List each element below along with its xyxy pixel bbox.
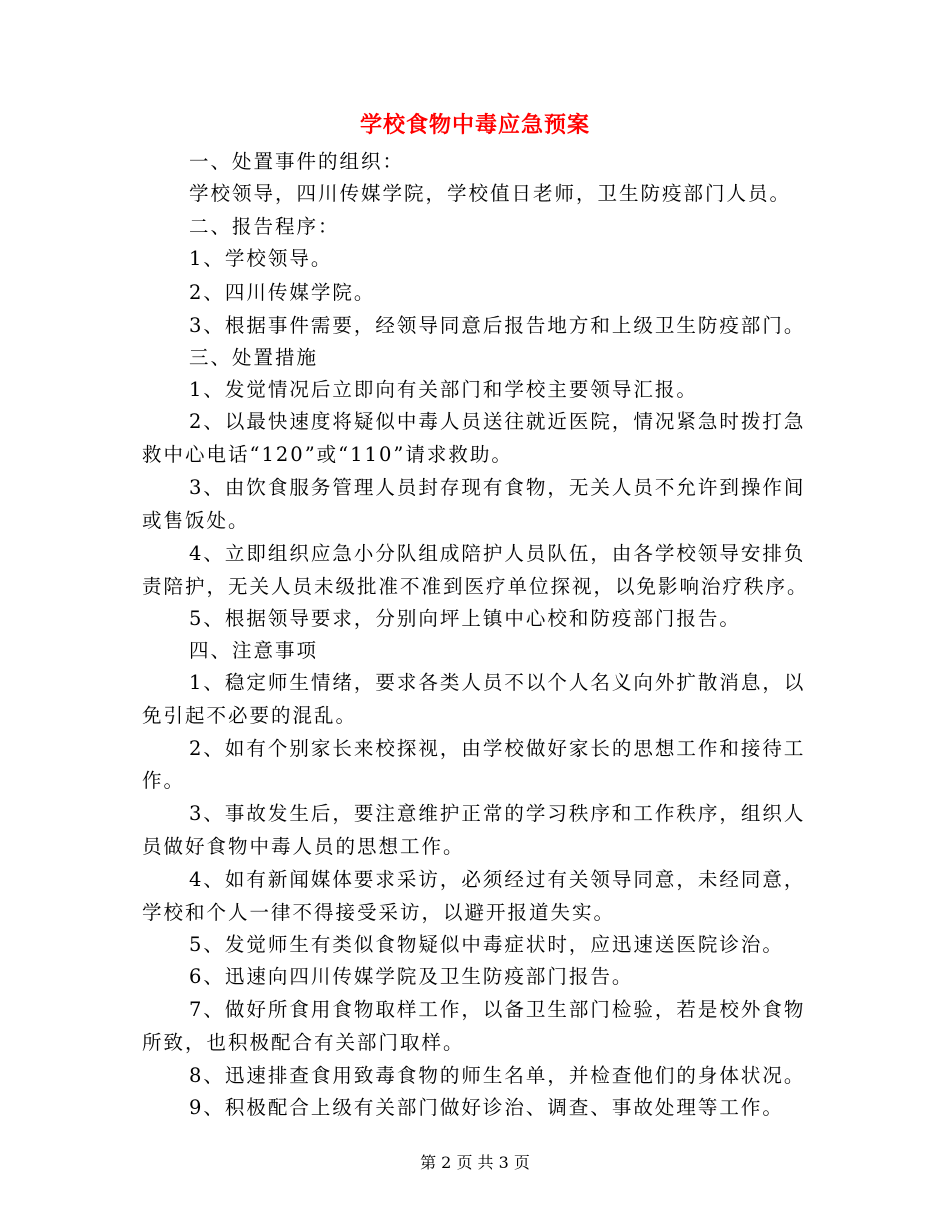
paragraph-line: 4、立即组织应急小分队组成陪护人员队伍，由各学校领导安排负 — [189, 542, 806, 565]
paragraph-line: 作。 — [142, 769, 186, 792]
paragraph-line: 学校领导，四川传媒学院，学校值日老师，卫生防疫部门人员。 — [189, 182, 792, 205]
paragraph-line: 4、如有新闻媒体要求采访，必须经过有关领导同意，未经同意， — [189, 868, 806, 891]
paragraph-line: 2、四川传媒学院。 — [189, 281, 376, 304]
paragraph-line: 3、根据事件需要，经领导同意后报告地方和上级卫生防疫部门。 — [189, 314, 806, 337]
document-title: 学校食物中毒应急预案 — [359, 112, 590, 138]
section-heading: 二、报告程序： — [189, 215, 340, 238]
paragraph-line: 3、事故发生后，要注意维护正常的学习秩序和工作秩序，组织人 — [189, 802, 806, 825]
section-heading: 三、处置措施 — [189, 346, 319, 369]
paragraph-line: 免引起不必要的混乱。 — [142, 704, 358, 727]
paragraph-line: 6、迅速向四川传媒学院及卫生防疫部门报告。 — [189, 965, 634, 988]
paragraph-line: 2、如有个别家长来校探视，由学校做好家长的思想工作和接待工 — [189, 737, 806, 760]
paragraph-line: 8、迅速排查食用致毒食物的师生名单，并检查他们的身体状况。 — [189, 1064, 806, 1087]
paragraph-line: 或售饭处。 — [142, 509, 250, 532]
paragraph-line: 7、做好所食用食物取样工作，以备卫生部门检验，若是校外食物 — [189, 998, 806, 1021]
paragraph-line: 1、学校领导。 — [189, 247, 333, 270]
paragraph-line: 3、由饮食服务管理人员封存现有食物，无关人员不允许到操作间 — [189, 476, 806, 499]
paragraph-line: 所致，也积极配合有关部门取样。 — [142, 1031, 465, 1054]
section-heading: 四、注意事项 — [189, 639, 319, 662]
paragraph-line: 5、根据领导要求，分别向坪上镇中心校和防疫部门报告。 — [189, 607, 741, 630]
paragraph-line: 5、发觉师生有类似食物疑似中毒症状时，应迅速送医院诊治。 — [189, 933, 784, 956]
paragraph-line: 学校和个人一律不得接受采访，以避开报道失实。 — [142, 901, 616, 924]
paragraph-line: 1、发觉情况后立即向有关部门和学校主要领导汇报。 — [189, 378, 698, 401]
paragraph-line: 9、积极配合上级有关部门做好诊治、调查、事故处理等工作。 — [189, 1096, 784, 1119]
paragraph-line: 救中心电话“120”或“110”请求救助。 — [142, 443, 513, 466]
section-heading: 一、处置事件的组织： — [189, 150, 405, 173]
paragraph-line: 员做好食物中毒人员的思想工作。 — [142, 835, 465, 858]
paragraph-line: 2、以最快速度将疑似中毒人员送往就近医院，情况紧急时拨打急 — [189, 410, 806, 433]
paragraph-line: 责陪护，无关人员未级批准不准到医疗单位探视，以免影响治疗秩序。 — [142, 575, 809, 598]
page-footer: 第 2 页 共 3 页 — [420, 1153, 530, 1172]
paragraph-line: 1、稳定师生情绪，要求各类人员不以个人名义向外扩散消息，以 — [189, 671, 806, 694]
